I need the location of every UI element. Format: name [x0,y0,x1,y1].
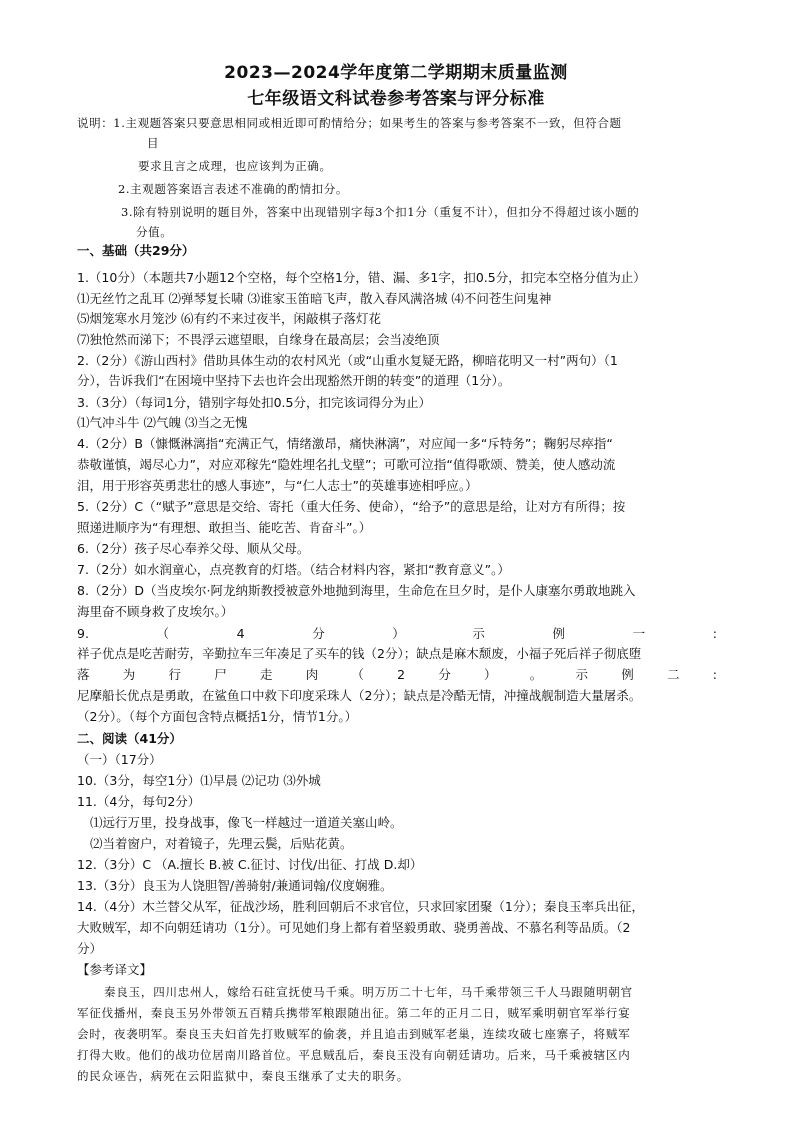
q9-j1-token: 分 [312,626,325,641]
translation-line4: 打得大败。他们的战功位居南川路首位。平息贼乱后，秦良玉没有向朝廷请功。后来，马千乘被辖区内 [77,1048,631,1062]
q4-line1: 4.（2分）B（慷慨淋漓指“充满正气，情绪激昂，痛快淋漓”，对应闻一多“斥特务”；鞠躬尽瘁指“ [77,436,613,451]
q9-j1-token: : [712,626,717,641]
q9-j1-token: （ [156,626,170,641]
q9-j2-token: 。 [529,667,543,682]
q1-row2: ⑸烟笼寒水月笼沙 ⑹有约不来过夜半，闲敲棋子落灯花 [77,311,381,326]
q11-line1: 11.（4分，每句2分） [77,794,201,809]
q11-line2: ⑴远行万里，投身战事，像飞一样越过一道道关塞山岭。 [90,815,403,830]
q14-line2: 大败贼军，却不向朝廷请功（1分）。可见她们身上都有着坚毅勇敢、骁勇善战、不慕名利等品质。（2 [77,920,631,935]
translation-line2: 军征伐播州，秦良玉另外带领五百精兵携带军粮跟随出征。第二年的正月二日，贼军乘明朝官军举行宴 [77,1006,631,1020]
note-1c: 要求且言之成理，也应该判为正确。 [138,159,332,173]
q9-j2-token: （ [351,667,364,682]
q9-j1-token: 例 [552,626,566,641]
q9-line4: 尼摩船长优点是勇敢，在鲨鱼口中救下印度采珠人（2分）；缺点是冷酷无情，冲撞战舰制造大量屠杀。 [77,688,642,703]
q1-row3: ⑺独怆然而涕下；不畏浮云遮望眼，自缘身在最高层；会当凌绝顶 [77,332,440,347]
q3-line1: 3.（3分）（每词1分，错别字每处扣0.5分，扣完该词得分为止） [77,395,431,410]
q9-justified-line1 [77,626,717,642]
q9-j2-token: 肉 [305,667,319,682]
q9-j1-token: 一 [632,626,646,641]
q9-j2-token: 分 [438,667,451,682]
section-2-sub1: （一）（17分） [77,752,162,767]
q9-j2-token: 走 [259,667,273,682]
q5-line2: 照递进顺序为“有理想、敢担当、能吃苦、肯奋斗”。） [77,520,372,535]
q8-line2: 海里奋不顾身救了皮埃尔。） [77,604,234,619]
reference-translation-heading: 【参考译文】 [77,962,153,977]
q14-line1: 14.（4分）木兰替父从军，征战沙场，胜利回朝后不求官位，只求回家团聚（1分）；秦良玉率兵出征， [77,899,645,914]
q6: 6.（2分）孩子尽心奉养父母、顺从父母。 [77,541,310,556]
q4-line2: 恭敬谨慎，竭尽心力”，对应邓稼先“隐姓埋名扎戈壁”；可歌可泣指“值得歌颂、赞美，使人感动流 [77,457,616,472]
q9-j2-token: 行 [168,667,181,682]
q9-j1-token: 4 [236,626,245,641]
q9-j1-token: 9. [77,626,89,641]
q7: 7.（2分）如水润童心，点亮教育的灯塔。（结合材料内容，紧扣“教育意义”。） [77,562,510,577]
q13: 13.（3分）良玉为人饶胆智/善骑射/兼通词翰/仪度娴雅。 [77,878,393,893]
q9-j2-token: 示 [575,667,589,682]
q9-j1-token: 示 [472,626,485,641]
q9-j2-token: : [712,667,717,682]
note-1b: 目 [147,136,160,150]
q11-line3: ⑵当着窗户，对着镜子，先理云鬓，后贴花黄。 [90,836,353,851]
note-3a: 3.除有特别说明的题目外，答案中出现错别字每3个扣1分（重复不计），但扣分不得超过该小题的 [121,205,640,219]
q1-intro: 1.（10分）（本题共7小题12个空格，每个空格1分，错、漏、多1字，扣0.5分，扣完本空格分值为止） [77,270,646,285]
q2-line2: 分），告诉我们“在困境中坚持下去也许会出现豁然开朗的转变”的道理（1分）。 [77,373,511,388]
q9-line2: 祥子优点是吃苦耐劳，辛勤拉车三年凑足了买车的钱（2分）；缺点是麻木颓废，小福子死后祥子彻底堕 [77,646,642,661]
q10: 10.（3分，每空1分）⑴早晨 ⑵记功 ⑶外城 [77,773,321,788]
q9-j2-token: 落 [77,667,90,682]
translation-line3: 会时，夜袭明军。秦良玉夫妇首先打败贼军的偷袭，并且追击到贼军老巢，连续攻破七座寨子，将贼军 [77,1027,631,1041]
q9-j2-token: 例 [621,667,634,682]
note-1a: 说明：1.主观题答案只要意思相同或相近即可酌情给分；如果考生的答案与参考答案不一致，但符合题 [77,116,622,130]
q9-j2-token: 为 [122,667,136,682]
translation-line1: 秦良玉，四川忠州人，嫁给石砫宣抚使马千乘。明万历二十七年，马千乘带领三千人马跟随明朝官 [104,985,633,999]
q9-j2-token: 尸 [214,667,227,682]
q9-j2-token: 2 [397,667,406,682]
q9-j2-token: ） [484,667,497,682]
q2-line1: 2.（2分）《游山西村》借助具体生动的农村风光（或“山重水复疑无路，柳暗花明又一村”两句）（1 [77,353,618,368]
note-2: 2.主观题答案语言表述不准确的酌情扣分。 [118,182,348,196]
q9-line5: （2分）。（每个方面包含特点概括1分，情节1分。） [77,709,358,724]
q12: 12.（3分）C （A.擅长 B.被 C.征讨、讨伐/出征、打战 D.却） [77,857,423,872]
q1-row1: ⑴无丝竹之乱耳 ⑵弹琴复长啸 ⑶谁家玉笛暗飞声，散入春风满洛城 ⑷不问苍生问鬼神 [77,291,552,306]
doc-title-line1: 2023—2024学年度第二学期期末质量监测 [224,63,568,83]
q3-line2: ⑴气冲斗牛 ⑵气魄 ⑶当之无愧 [77,415,248,430]
doc-title-line2: 七年级语文科试卷参考答案与评分标准 [247,89,545,109]
translation-line5: 的民众诬告，病死在云阳监狱中，秦良玉继承了丈夫的职务。 [77,1069,410,1083]
q9-justified-line3 [77,667,717,683]
q9-j2-token: 二 [666,667,680,682]
note-3b: 分值。 [136,225,173,239]
section-2-heading: 二、阅读（41分） [77,731,182,746]
q9-j1-token: ） [392,626,405,641]
section-1-heading: 一、基础（共29分） [77,243,195,258]
q14-line3: 分） [77,941,103,956]
q8-line1: 8.（2分）D（当皮埃尔·阿龙纳斯教授被意外地抛到海里，生命危在旦夕时，是仆人康塞尔勇敢地跳入 [77,583,636,598]
q5-line1: 5.（2分）C（“赋予”意思是交给、寄托（重大任务、使命），“给予”的意思是给，让对方有所得；按 [77,499,626,514]
q4-line3: 泪，用于形容英勇悲壮的感人事迹”，与“仁人志士”的英雄事迹相呼应。） [77,478,478,493]
